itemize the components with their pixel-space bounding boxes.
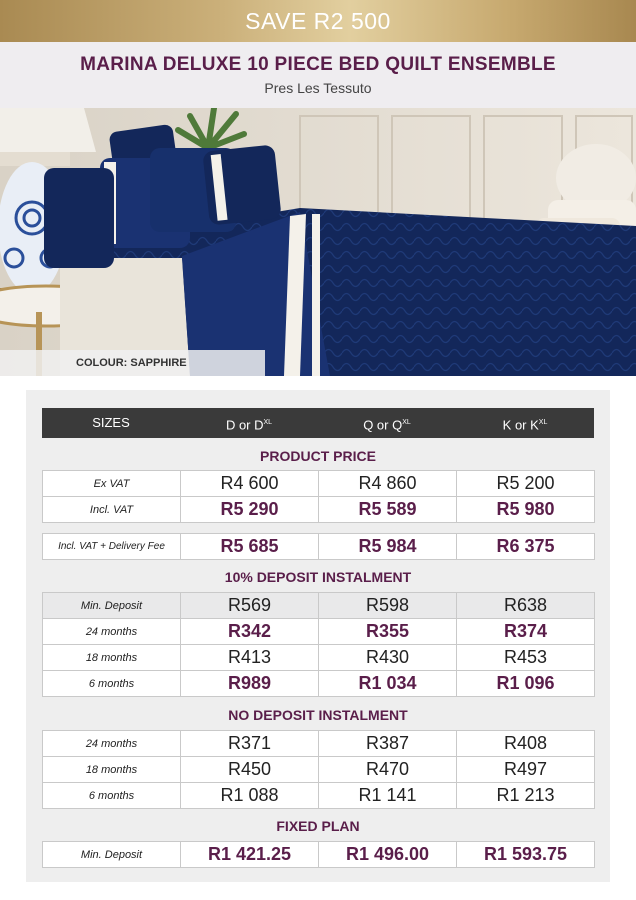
price-king: R374 (457, 619, 595, 645)
price-king: R5 980 (457, 497, 595, 523)
sizes-header-row (42, 408, 594, 438)
price-double: R989 (181, 671, 319, 697)
row-label: Incl. VAT + Delivery Fee (43, 534, 181, 560)
row-label: 6 months (43, 783, 181, 809)
price-queen: R387 (319, 731, 457, 757)
price-double: R371 (181, 731, 319, 757)
row-label: 24 months (43, 731, 181, 757)
price-king: R1 213 (457, 783, 595, 809)
price-king: R497 (457, 757, 595, 783)
product-price-table (42, 470, 595, 523)
table-row (43, 593, 595, 619)
price-double: R450 (181, 757, 319, 783)
price-king: R5 200 (457, 471, 595, 497)
price-queen: R430 (319, 645, 457, 671)
product-photo (0, 108, 636, 376)
row-label: Min. Deposit (43, 842, 181, 868)
pricing-panel (26, 390, 610, 882)
table-row (43, 497, 595, 523)
price-double: R413 (181, 645, 319, 671)
price-double: R569 (181, 593, 319, 619)
row-label: Ex VAT (43, 471, 181, 497)
fixed-plan-table (42, 841, 595, 868)
product-price-title: PRODUCT PRICE (260, 448, 376, 464)
size-king-heading: K or $K^{XL}$ (502, 417, 548, 433)
row-label: 6 months (43, 671, 181, 697)
price-queen: R1 496.00 (319, 842, 457, 868)
table-row (43, 731, 595, 757)
row-label: Min. Deposit (43, 593, 181, 619)
sizes-heading: SIZES (92, 415, 130, 430)
price-king: R638 (457, 593, 595, 619)
price-queen: R5 589 (319, 497, 457, 523)
row-label: 18 months (43, 645, 181, 671)
bed-illustration (0, 108, 636, 376)
price-queen: R4 860 (319, 471, 457, 497)
size-queen-heading: Q or $Q^{XL}$ (363, 417, 411, 433)
title-band (0, 42, 636, 108)
price-double: R342 (181, 619, 319, 645)
table-row (43, 671, 595, 697)
colour-label: COLOUR: SAPPHIRE (0, 350, 265, 376)
no-deposit-instalment-table (42, 730, 595, 809)
save-banner: SAVE R2 500 (0, 0, 636, 42)
size-double-heading: D or $D^{XL}$ (225, 417, 273, 433)
deposit-instalment-title: 10% DEPOSIT INSTALMENT (224, 569, 412, 585)
price-king: R1 096 (457, 671, 595, 697)
price-king: R6 375 (457, 534, 595, 560)
price-queen: R598 (319, 593, 457, 619)
price-double: R5 290 (181, 497, 319, 523)
product-brand: Pres Les Tessuto (264, 80, 372, 96)
price-king: R408 (457, 731, 595, 757)
price-queen: R1 141 (319, 783, 457, 809)
price-king: R1 593.75 (457, 842, 595, 868)
fixed-plan-title: FIXED PLAN (276, 818, 360, 834)
price-queen: R470 (319, 757, 457, 783)
table-row (43, 783, 595, 809)
price-double: R4 600 (181, 471, 319, 497)
product-title: MARINA DELUXE 10 PIECE BED QUILT ENSEMBLE (80, 54, 556, 75)
row-label: Incl. VAT (43, 497, 181, 523)
table-row (43, 471, 595, 497)
table-row (43, 842, 595, 868)
table-row (43, 757, 595, 783)
price-double: R5 685 (181, 534, 319, 560)
delivery-price-table (42, 533, 595, 560)
price-double: R1 088 (181, 783, 319, 809)
row-label: 18 months (43, 757, 181, 783)
price-queen: R5 984 (319, 534, 457, 560)
table-row (43, 645, 595, 671)
deposit-instalment-table (42, 592, 595, 697)
price-queen: R1 034 (319, 671, 457, 697)
table-row (43, 619, 595, 645)
price-king: R453 (457, 645, 595, 671)
table-row (43, 534, 595, 560)
price-double: R1 421.25 (181, 842, 319, 868)
row-label: 24 months (43, 619, 181, 645)
price-queen: R355 (319, 619, 457, 645)
no-deposit-instalment-title: NO DEPOSIT INSTALMENT (228, 707, 408, 723)
